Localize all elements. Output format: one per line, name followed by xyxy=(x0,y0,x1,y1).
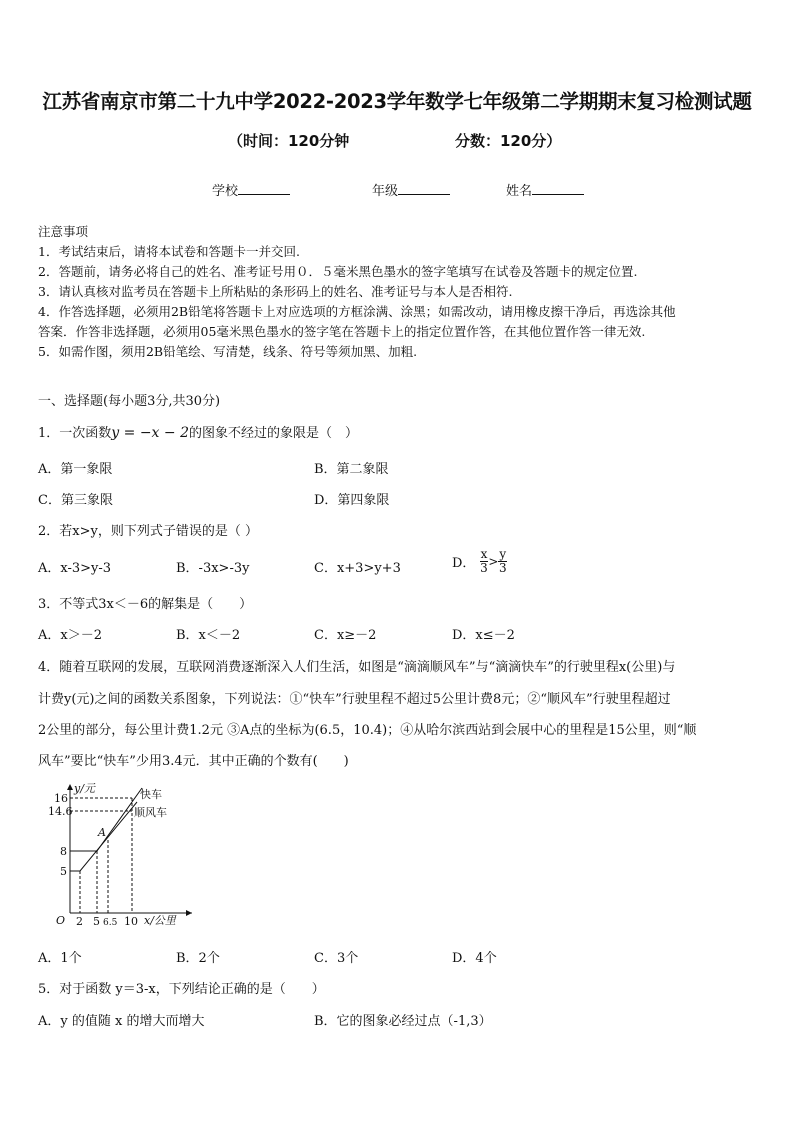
x-tick-2: 2 xyxy=(76,915,83,928)
question-3-stem: 3．不等式3x＜－6的解集是（ ） xyxy=(38,597,253,612)
q2-option-c[interactable]: C．x+3>y+3 xyxy=(314,561,401,576)
y-tick-8: 8 xyxy=(60,845,67,858)
q1-option-b[interactable]: B．第二象限 xyxy=(314,462,389,477)
ride-share-label: 顺风车 xyxy=(134,806,167,819)
grade-field[interactable] xyxy=(372,180,450,199)
section-heading: 一、选择题(每小题3分,共30分) xyxy=(38,394,221,409)
q1-option-c[interactable]: C．第三象限 xyxy=(38,493,113,508)
x-tick-10: 10 xyxy=(124,915,138,928)
y-tick-5: 5 xyxy=(60,865,67,878)
origin-label: O xyxy=(56,914,66,927)
q3-option-d[interactable]: D．x≤－2 xyxy=(452,628,515,643)
q2-d-prefix: D． xyxy=(452,556,476,571)
name-label: 姓名 xyxy=(506,184,533,199)
q3-option-c[interactable]: C．x≥－2 xyxy=(314,628,377,643)
q1-option-d[interactable]: D．第四象限 xyxy=(314,493,390,508)
q2-d-right-fraction: $\frac{y}{3}$ xyxy=(498,547,507,575)
question-4-line: 2公里的部分，每公里计费1.2元 ③A点的坐标为(6.5，10.4)；④从哈尔滨西站到会展中心的里程是15公里，则“顺 xyxy=(38,723,697,738)
question-4-line: 风车”要比“快车”少用3.4元．其中正确的个数有( ) xyxy=(38,754,349,769)
q2-option-d[interactable] xyxy=(452,548,507,575)
x-tick-6.5: 6.5 xyxy=(103,918,118,928)
school-label: 学校 xyxy=(212,184,239,199)
notice-item: 5．如需作图，须用2B铅笔绘、写清楚，线条、符号等须加黑、加粗. xyxy=(38,344,418,359)
q1-option-a[interactable]: A．第一象限 xyxy=(38,462,113,477)
fast-car-line xyxy=(70,788,142,851)
x-axis-label: x/公里 xyxy=(144,914,176,927)
score-label: 分数：120分） xyxy=(455,132,562,150)
q4-graph xyxy=(48,778,202,928)
notice-item: 3．请认真核对监考员在答题卡上所粘贴的条形码上的姓名、准考证号与本人是否相符. xyxy=(38,284,513,299)
x-tick-5: 5 xyxy=(93,915,100,928)
q4-option-c[interactable]: C．3个 xyxy=(314,951,359,966)
fast-car-label: 快车 xyxy=(140,788,162,801)
q4-option-b[interactable]: B．2个 xyxy=(176,951,220,966)
notice-item: 1．考试结束后，请将本试卷和答题卡一并交回. xyxy=(38,244,300,259)
y-tick-14.6: 14.6 xyxy=(48,805,73,818)
q1-prefix: 1．一次函数 xyxy=(38,426,112,441)
grade-label: 年级 xyxy=(372,184,399,199)
school-field[interactable] xyxy=(212,180,290,199)
q2-option-b[interactable]: B．-3x>-3y xyxy=(176,561,250,576)
q1-formula: y = −x − 2 xyxy=(111,425,189,441)
q4-option-a[interactable]: A．1个 xyxy=(38,951,82,966)
q3-option-b[interactable]: B．x＜－2 xyxy=(176,628,241,643)
q3-option-a[interactable]: A．x＞－2 xyxy=(38,628,102,643)
notice-block xyxy=(38,222,758,362)
q5-option-b[interactable]: B．它的图象必经过点（-1,3） xyxy=(314,1014,492,1029)
question-5-stem: 5．对于函数 y＝3-x，下列结论正确的是（ ） xyxy=(38,982,325,997)
y-tick-16: 16 xyxy=(54,792,68,805)
question-1-stem xyxy=(38,422,358,441)
q2-option-a[interactable]: A．x-3>y-3 xyxy=(38,561,112,576)
name-field[interactable] xyxy=(506,180,584,199)
question-2-stem: 2．若x>y，则下列式子错误的是（ ） xyxy=(38,524,258,539)
time-label: （时间：120分钟 xyxy=(228,132,350,150)
x-axis-arrow xyxy=(186,910,192,916)
question-4-line: 4．随着互联网的发展，互联网消费逐渐深入人们生活，如图是“滴滴顺风车”与“滴滴快车”的行驶里程x(公里)与 xyxy=(38,660,676,675)
notice-item: 答案．作答非选择题，必须用05毫米黑色墨水的签字笔在答题卡上的指定位置作答，在其他位置作答一律无效. xyxy=(38,324,646,339)
page-title: 江苏省南京市第二十九中学2022-2023学年数学七年级第二学期期末复习检测试题 xyxy=(42,90,752,113)
notice-item: 2．答题前，请务必将自己的姓名、准考证号用０．５毫米黑色墨水的签字笔填写在试卷及答题卡的规定位置. xyxy=(38,264,638,279)
q5-option-a[interactable]: A．y 的值随 x 的增大而增大 xyxy=(38,1014,205,1029)
question-4-line: 计费y(元)之间的函数关系图象，下列说法：①“快车”行驶里程不超过5公里计费8元；②“顺风车”行驶里程超过 xyxy=(38,692,671,707)
q2-d-operator: > xyxy=(488,554,499,569)
notice-heading: 注意事项 xyxy=(38,224,89,239)
q2-d-left-fraction: $\frac{x}{3}$ xyxy=(480,547,488,575)
q4-option-d[interactable]: D．4个 xyxy=(452,951,497,966)
q1-suffix: 的图象不经过的象限是（ ） xyxy=(189,426,359,441)
y-axis-arrow xyxy=(67,784,73,790)
y-axis-label: y/元 xyxy=(74,782,95,795)
point-a-label: A xyxy=(98,826,106,839)
notice-item: 4．作答选择题，必须用2B铅笔将答题卡上对应选项的方框涂满、涂黑；如需改动，请用橡皮擦干净后，再选涂其他 xyxy=(38,304,676,319)
